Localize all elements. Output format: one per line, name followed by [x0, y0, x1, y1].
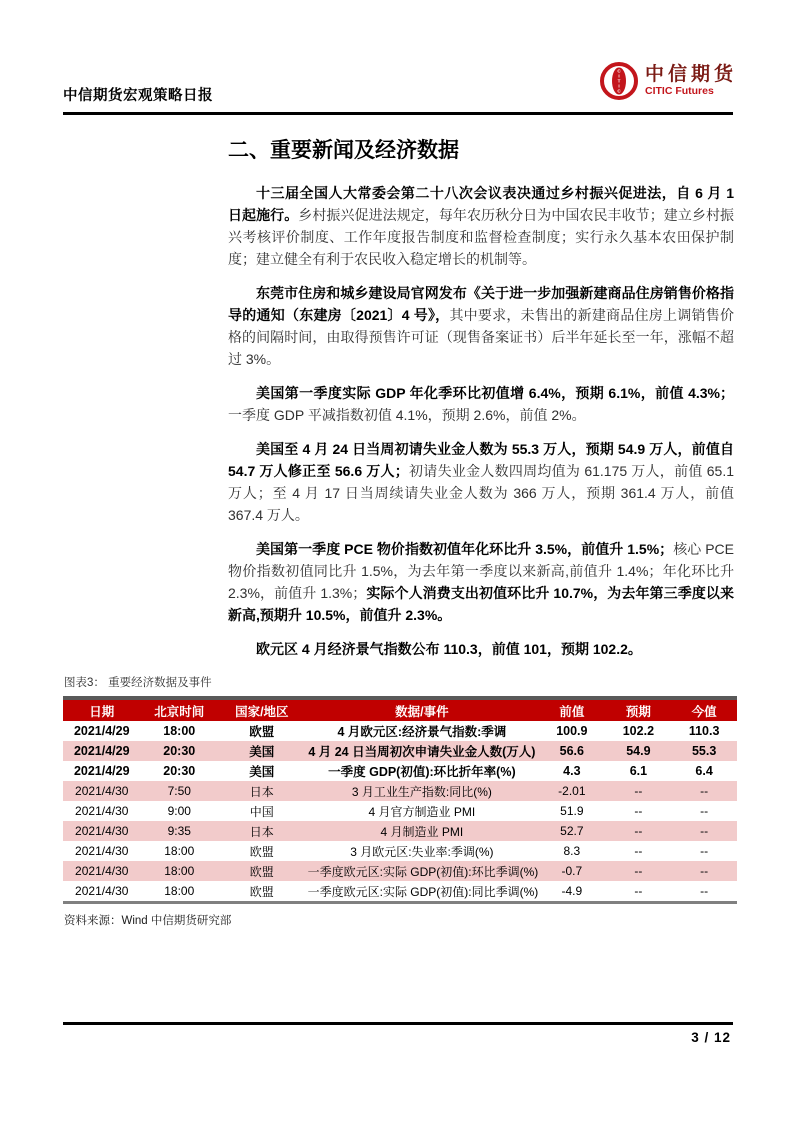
citic-logo-letters [612, 68, 626, 95]
logo-letter: I [618, 83, 620, 89]
news-text-bold: 欧元区 4 月经济景气指数公布 110.3，前值 101，预期 102.2。 [256, 641, 642, 657]
news-paragraph [228, 638, 734, 660]
news-text-bold: 十三届全国人大常委会第二十八次会议表决通过乡村振兴促进法，自 6 月 1 日起施行。 [228, 185, 734, 223]
news-text-bold: 东莞市住房和城乡建设局官网发布《关于进一步加强新建商品住房销售价格指导的通知（东建房〔2021〕4 号》， [228, 285, 734, 323]
table-cell: 中国 [249, 804, 274, 819]
table-row [63, 721, 737, 741]
document-header [63, 62, 737, 115]
table-cell: 4 月欧元区:经济景气指数:季调 [337, 725, 507, 739]
table-cell: -2.01 [558, 784, 586, 798]
table-cell: -- [634, 784, 643, 798]
news-text: 乡村振兴促进法规定，每年农历秋分日为中国农民丰收节；建立乡村振兴考核评价制度、工作年度报告制度和监督检查制度；实行永久基本农田保护制度；建立健全有利于农民收入稳定增长的机制等。 [228, 207, 735, 267]
table-cell: 7:50 [167, 784, 191, 798]
table-cell: 4.3 [563, 764, 581, 778]
table-cell: 3 月欧元区:失业率:季调(%) [350, 844, 494, 859]
news-text: 初请失业金人数四周均值为 61.175 万人，前值 65.1 万人；至 4 月 17 日当周续请失业金人数为 366 万人，预期 361.4 万人，前值 367.4 万人。 [228, 463, 734, 523]
news-text-bold: 实际个人消费支出初值环比升 10.7%，为去年第三季度以来新高,预期升 10.5%，前值升 2.3%。 [228, 585, 734, 623]
page-number: 3 / 12 [691, 1030, 731, 1045]
table-cell: -- [634, 884, 643, 898]
news-text-bold: 美国第一季度 PCE 物价指数初值年化环比升 3.5%，前值升 1.5%； [256, 541, 674, 557]
table-cell: -4.9 [561, 884, 583, 898]
table-cell: 100.9 [556, 724, 588, 738]
news-paragraph [228, 282, 734, 370]
table-cell: 110.3 [688, 724, 720, 738]
brand-name-cn: 中信期货 [644, 63, 737, 85]
col-header-time: 北京时间 [141, 698, 219, 721]
news-text: 核心 PCE 物价指数初值同比升 1.5%，为去年第一季度以来新高,前值升 1.4%；年化环比升 2.3%，前值升 1.3%； [228, 541, 734, 601]
table-cell: 2021/4/30 [75, 824, 129, 838]
table-cell: -- [700, 784, 709, 798]
citic-logo [600, 62, 737, 100]
table-cell: 9:35 [167, 824, 191, 838]
news-paragraph [228, 182, 734, 270]
table-cell: -- [700, 864, 709, 878]
news-text: 其中要求，未售出的新建商品住房上调销售价格的间隔时间，由取得预售许可证（现售备案证书）后半年延长至一年，涨幅不超过 3%。 [228, 307, 735, 367]
table-header-row [63, 698, 737, 721]
table-cell: 2021/4/30 [75, 864, 129, 878]
table-cell: 6.4 [695, 764, 713, 778]
table-cell: 51.9 [560, 804, 584, 818]
table-cell: -- [700, 804, 709, 818]
col-header-actual: 今值 [671, 698, 737, 721]
table-cell: 18:00 [164, 864, 195, 878]
table-row [63, 801, 737, 821]
table-cell: 一季度 GDP(初值):环比折年率(%) [328, 765, 516, 779]
news-text-bold: 美国第一季度实际 GDP 年化季环比初值增 6.4%，预期 6.1%，前值 4.3%； [256, 385, 734, 401]
table-cell: 日本 [249, 824, 274, 839]
table-cell: 美国 [249, 765, 275, 779]
econ-data-table [63, 696, 737, 904]
table-cell: 54.9 [626, 744, 651, 758]
table-cell: -- [634, 864, 643, 878]
section-title: 二、重要新闻及经济数据 [228, 139, 459, 162]
table-cell: 4 月 24 日当周初次申请失业金人数(万人) [308, 745, 536, 759]
table-header [63, 698, 737, 721]
table-cell: 4 月制造业 PMI [380, 824, 464, 839]
col-header-forecast: 预期 [606, 698, 672, 721]
table-row [63, 781, 737, 801]
logo-letter: C [617, 88, 621, 94]
table-cell: 102.2 [622, 724, 655, 738]
citic-logo-icon [600, 62, 638, 100]
col-header-region: 国家/地区 [218, 698, 306, 721]
table-cell: -- [700, 844, 709, 858]
table-cell: 美国 [249, 745, 275, 759]
logo-letter: C [617, 68, 621, 74]
table-cell: -- [634, 804, 643, 818]
table-cell: 20:30 [163, 744, 196, 758]
data-source: 资料来源：Wind 中信期货研究部 [64, 915, 232, 927]
table-cell: 2021/4/29 [73, 764, 130, 778]
table-cell: 18:00 [164, 884, 195, 898]
document-title: 中信期货宏观策略日报 [63, 88, 213, 104]
table-cell: -- [700, 824, 709, 838]
news-paragraphs [228, 182, 734, 660]
table-cell: 一季度欧元区:实际 GDP(初值):环比季调(%) [307, 864, 539, 879]
table-row [63, 741, 737, 761]
table-cell: 52.7 [560, 824, 584, 838]
table-cell: -- [700, 884, 709, 898]
table-cell: 欧盟 [249, 725, 275, 739]
table-cell: 2021/4/30 [75, 844, 129, 858]
table-cell: 18:00 [163, 724, 196, 738]
brand-name-en: CITIC Futures [644, 84, 714, 97]
news-text: 一季度 GDP 平减指数初值 4.1%，预期 2.6%，前值 2%。 [228, 407, 586, 423]
table-cell: 18:00 [164, 844, 195, 858]
table-cell: 欧盟 [249, 864, 274, 879]
table-cell: 2021/4/30 [75, 784, 129, 798]
col-header-date: 日期 [63, 698, 141, 721]
table-cell: -0.7 [561, 864, 583, 878]
news-paragraph [228, 382, 734, 426]
table-cell: 2021/4/30 [75, 884, 129, 898]
table-cell: -- [634, 824, 643, 838]
table-cell: 20:30 [163, 764, 196, 778]
econ-table-body [63, 721, 737, 903]
table-cell: 一季度欧元区:实际 GDP(初值):同比季调(%) [307, 884, 539, 899]
table-cell: 2021/4/30 [75, 804, 129, 818]
table-row [63, 841, 737, 861]
table-cell: 3 月工业生产指数:同比(%) [351, 784, 492, 799]
table-cell: 56.6 [559, 744, 584, 758]
table-row [63, 861, 737, 881]
news-paragraph [228, 538, 734, 626]
table-cell: 4 月官方制造业 PMI [368, 804, 476, 819]
table-cell: -- [634, 844, 643, 858]
table-cell: 日本 [249, 784, 274, 799]
main-content [63, 134, 737, 928]
table-cell: 8.3 [563, 844, 581, 858]
table-cell: 欧盟 [249, 844, 274, 859]
table-row [63, 881, 737, 903]
brand-text [645, 65, 737, 97]
table-cell: 欧盟 [249, 884, 274, 899]
table-cell: 9:00 [167, 804, 191, 818]
table-cell: 2021/4/29 [73, 744, 130, 758]
figure-caption: 图表3： 重要经济数据及事件 [64, 677, 212, 689]
news-paragraph [228, 438, 734, 526]
table-cell: 6.1 [629, 764, 648, 778]
figure-block [63, 674, 737, 928]
table-row [63, 761, 737, 781]
table-cell: 2021/4/29 [73, 724, 130, 738]
table-cell: 55.3 [691, 744, 717, 758]
col-header-prev: 前值 [538, 698, 605, 721]
table-row [63, 821, 737, 841]
document-footer [63, 1022, 733, 1055]
col-header-event: 数据/事件 [306, 698, 539, 721]
logo-letter: T [617, 78, 621, 84]
logo-letter: I [618, 73, 620, 79]
news-text-bold: 美国至 4 月 24 日当周初请失业金人数为 55.3 万人，预期 54.9 万人，前值自 54.7 万人修正至 56.6 万人； [228, 441, 734, 479]
